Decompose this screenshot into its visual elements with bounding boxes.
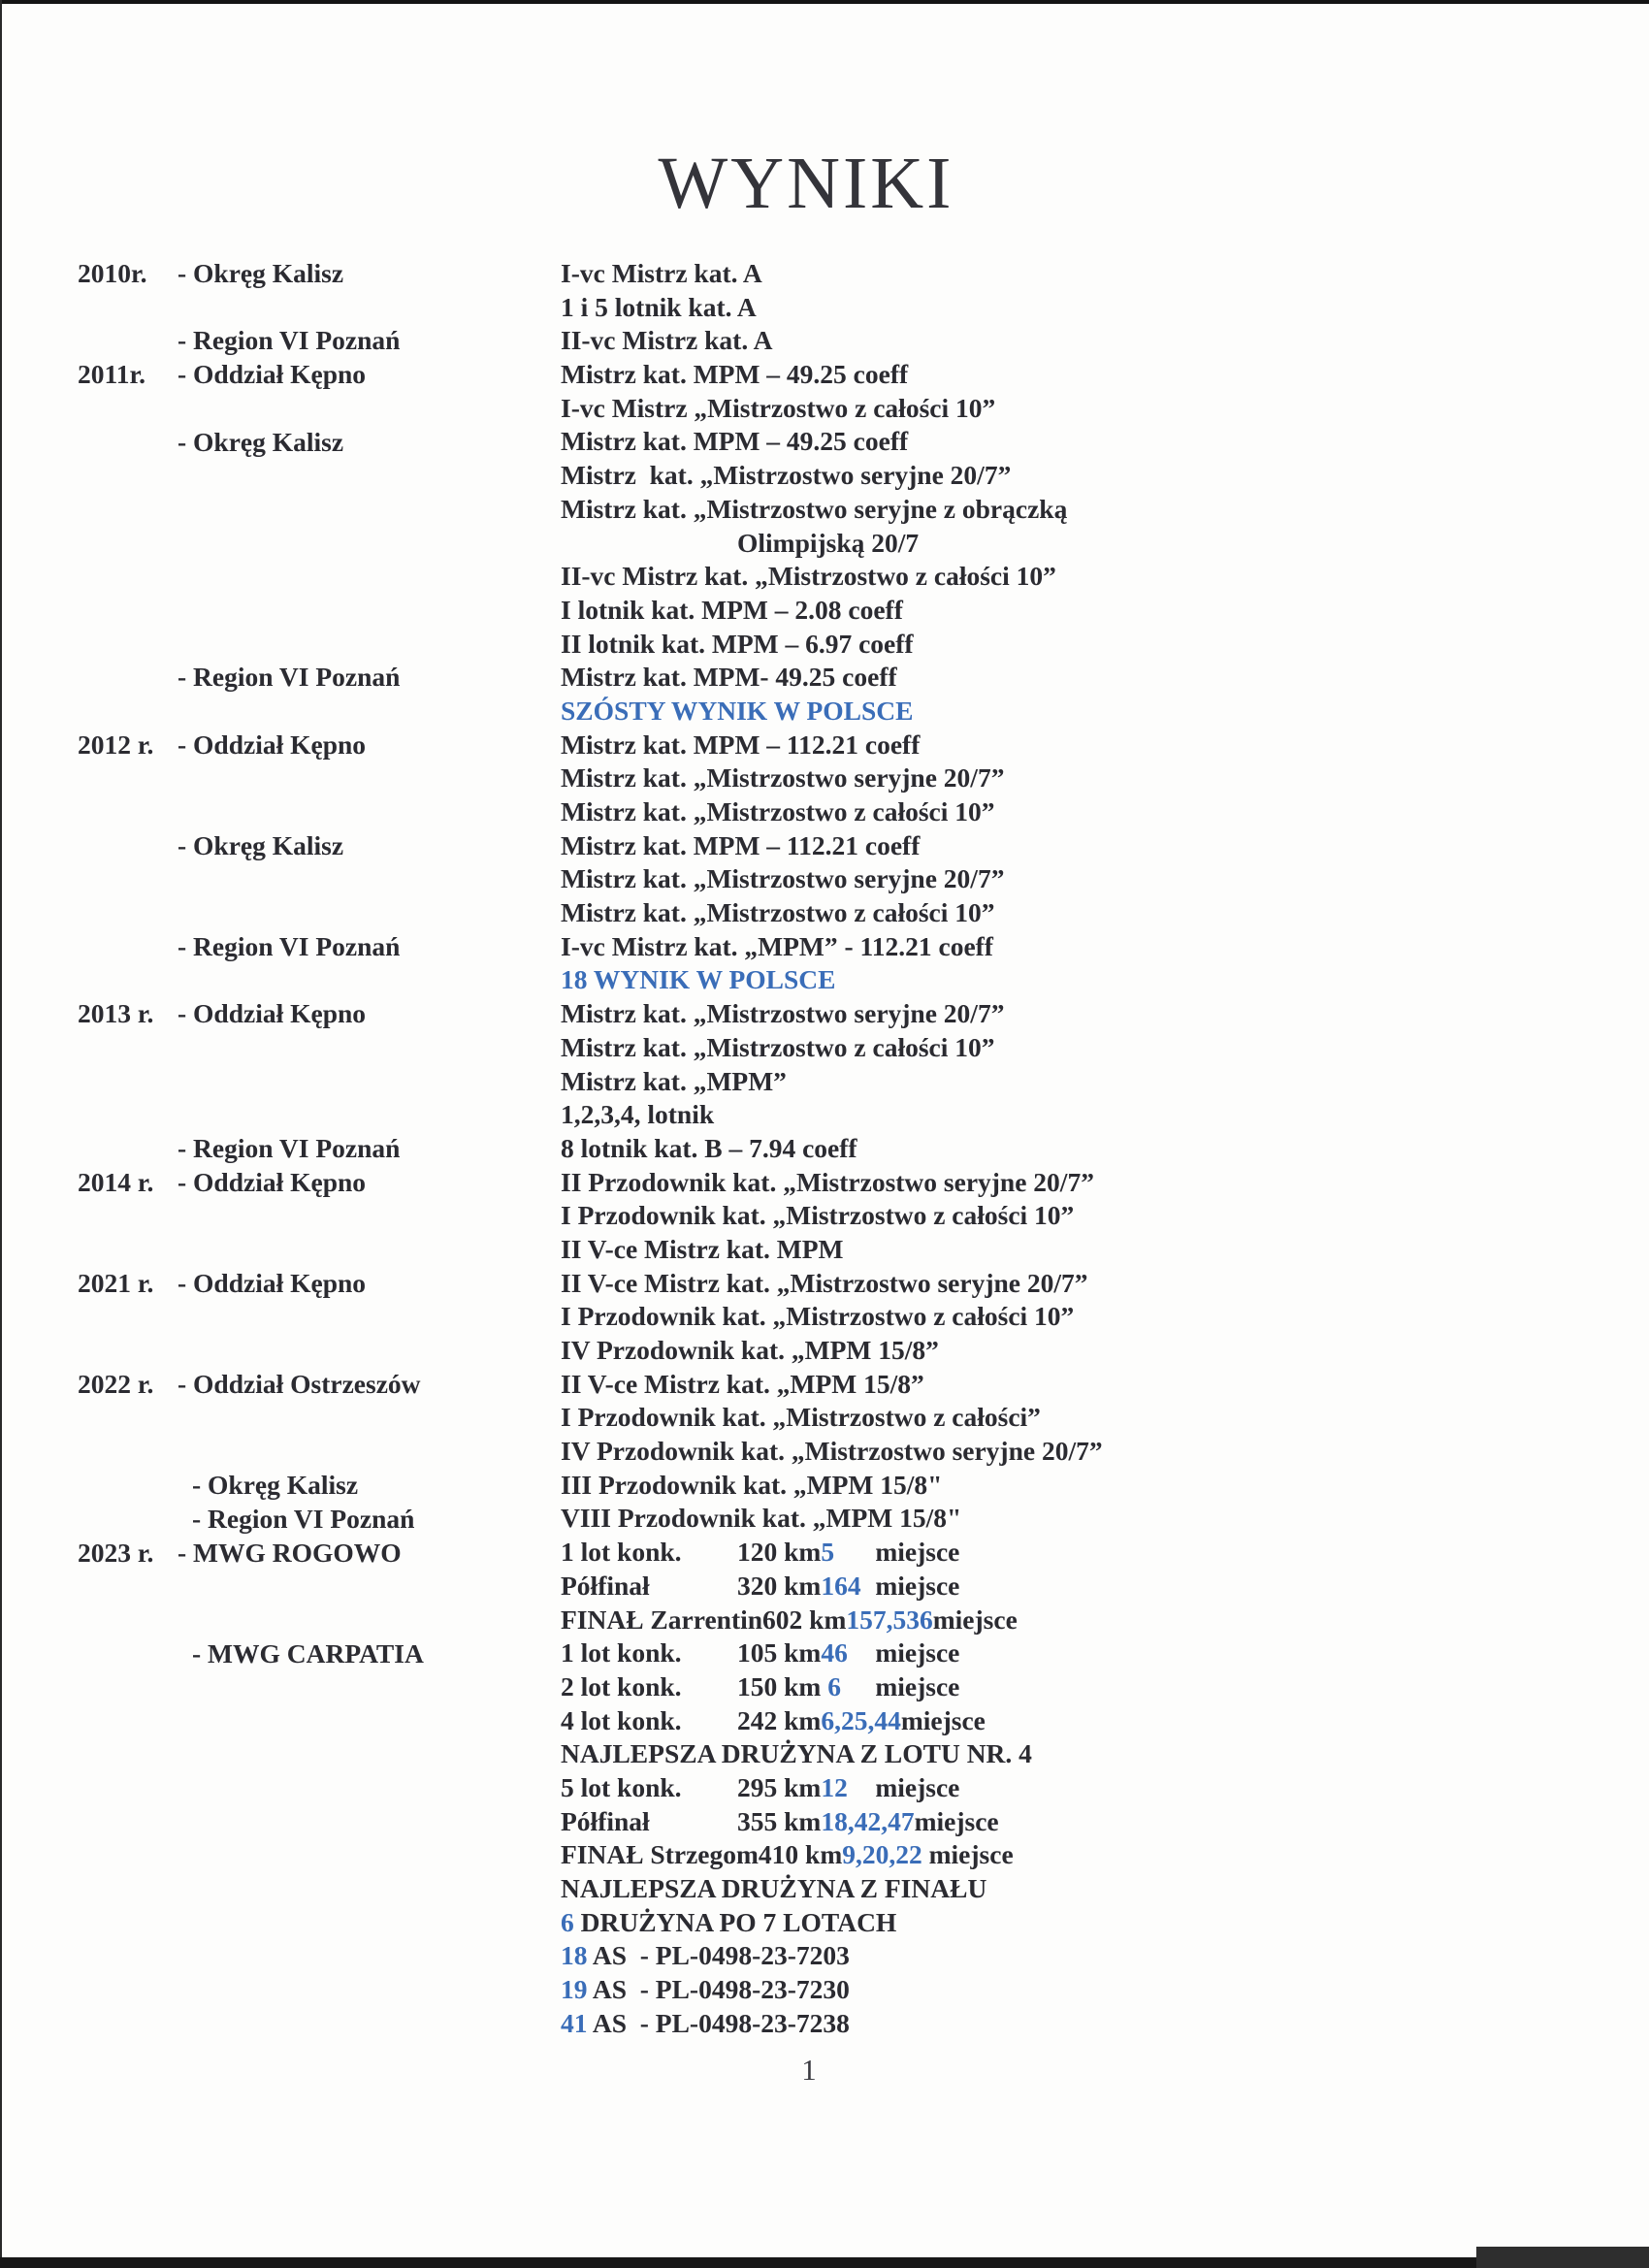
flight-placing: 157,536 [846,1604,933,1635]
result-line [561,594,1492,628]
result-text: DRUŻYNA PO 7 LOTACH [573,1906,897,1937]
flight-distance: 120 km [737,1537,822,1568]
highlighted-result-text: 18 WYNIK W POLSCE [561,964,836,995]
result-text: Mistrz kat. MPM – 49.25 coeff [561,359,909,390]
result-line [561,862,1492,896]
highlighted-result-text: 6 [561,1906,574,1937]
result-line [561,695,1492,729]
year-label: 2023 r. [78,1537,154,1568]
organization-label: - Okręg Kalisz [178,426,344,457]
result-text: Mistrz kat. „Mistrzostwo seryjne 20/7” [561,863,1005,894]
result-text: Mistrz kat. „MPM” [561,1065,787,1096]
result-text: II-vc Mistrz kat. A [561,325,773,356]
flight-placing: 164 [821,1570,861,1601]
result-text: II V-ce Mistrz kat. „MPM 15/8” [561,1368,924,1399]
result-text: I Przodownik kat. „Mistrzostwo z całości 10” [561,1200,1075,1231]
highlighted-result-text: SZÓSTY WYNIK W POLSCE [561,695,914,726]
organization-label: - Okręg Kalisz [178,829,344,860]
scan-edge-corner [1476,2247,1649,2268]
organization-label: - Okręg Kalisz [192,1470,359,1501]
year-label: 2021 r. [78,1268,154,1298]
organization-label: - MWG CARPATIA [192,1637,424,1669]
organization-label: - Region VI Poznań [178,325,401,356]
result-text: II V-ce Mistrz kat. „Mistrzostwo seryjne 20/7” [561,1267,1088,1298]
flight-distance: 150 km [737,1670,822,1701]
result-line [561,829,1492,863]
result-line [561,1267,1492,1301]
result-line [561,1031,1492,1065]
result-line [561,459,1492,493]
result-text: II lotnik kat. MPM – 6.97 coeff [561,628,914,659]
organization-label: - Oddział Kępno [178,998,367,1029]
result-text: Mistrz kat. MPM- 49.25 coeff [561,662,897,693]
organization-label: - Oddział Kępno [178,359,367,390]
result-text: Mistrz kat. MPM – 112.21 coeff [561,729,921,760]
flight-distance: 320 km [737,1570,822,1601]
flight-distance: 242 km [737,1704,822,1735]
result-line [561,527,1492,561]
flight-placing-suffix: miejsce [932,1604,1018,1635]
result-text: Mistrz kat. MPM – 49.25 coeff [561,426,909,457]
scan-edge-left [0,0,2,2260]
result-line [561,1098,1492,1132]
result-line [561,1604,1492,1637]
highlighted-result-text: 19 [561,1974,588,2005]
flight-distance: 105 km [737,1637,822,1669]
flight-placing-suffix: miejsce [922,1839,1014,1870]
flight-placing-suffix: miejsce [875,1537,960,1568]
result-text: Mistrz kat. „Mistrzostwo seryjne 20/7” [561,998,1005,1029]
result-text: I Przodownik kat. „Mistrzostwo z całości 10” [561,1301,1075,1332]
result-text: Mistrz kat. „Mistrzostwo z całości 10” [561,1031,995,1062]
result-text: 1,2,3,4, lotnik [561,1099,715,1130]
page-title: WYNIKI [658,143,954,224]
result-line [561,1939,1492,1973]
year-label: 2013 r. [78,998,154,1029]
result-line [561,1636,1492,1670]
flight-placing: 9,20,22 [842,1839,922,1870]
organization-label: - Region VI Poznań [178,1133,401,1164]
result-line [561,628,1492,662]
result-text: 1 i 5 lotnik kat. A [561,291,757,322]
flight-label: 5 lot konk. [561,1771,682,1802]
flight-label: 4 lot konk. [561,1704,682,1735]
flight-label: Półfinał [561,1570,650,1601]
result-text: II V-ce Mistrz kat. MPM [561,1233,844,1264]
organization-label: - Oddział Kępno [178,729,367,760]
flight-placing-suffix: miejsce [900,1704,986,1735]
scan-edge-bottom [0,2257,1649,2268]
result-line [561,1838,1492,1872]
result-line [561,1670,1492,1704]
organization-label: - Region VI Poznań [178,662,401,693]
result-text: NAJLEPSZA DRUŻYNA Z LOTU NR. 4 [561,1738,1032,1769]
result-text: I-vc Mistrz „Mistrzostwo z całości 10” [561,392,996,423]
result-text: AS - PL-0498-23-7238 [587,2007,850,2038]
organization-label: - Oddział Kępno [178,1166,367,1197]
result-text: Mistrz kat. „Mistrzostwo seryjne 20/7” [561,460,1012,491]
result-line [561,392,1492,426]
result-text: Mistrz kat. „Mistrzostwo z całości 10” [561,897,995,928]
flight-label: 1 lot konk. [561,1537,682,1568]
result-line [561,1065,1492,1099]
result-text: AS - PL-0498-23-7230 [587,1974,850,2005]
flight-placing-suffix: miejsce [875,1570,960,1601]
result-text: Mistrz kat. „Mistrzostwo seryjne 20/7” [561,762,1005,794]
result-line [561,1199,1492,1233]
result-line [561,1233,1492,1267]
organization-label: - MWG ROGOWO [178,1537,402,1568]
result-text: IV Przodownik kat. „Mistrzostwo seryjne 20/7” [561,1436,1103,1467]
result-line [561,1872,1492,1906]
result-line [561,1334,1492,1368]
highlighted-result-text: 41 [561,2007,588,2038]
result-text: Mistrz kat. „Mistrzostwo z całości 10” [561,796,995,826]
result-line [561,1435,1492,1469]
result-line [561,997,1492,1031]
result-line [561,1973,1492,2007]
result-line [561,1704,1492,1738]
result-line [561,358,1492,392]
result-text: Mistrz kat. MPM – 112.21 coeff [561,829,921,860]
result-line [561,1300,1492,1334]
flight-placing: 5 [821,1537,835,1568]
result-text: NAJLEPSZA DRUŻYNA Z FINAŁU [561,1873,987,1903]
result-text: II-vc Mistrz kat. „Mistrzostwo z całości 10” [561,561,1056,592]
flight-placing: 6 [821,1670,841,1701]
result-line [561,1771,1492,1805]
organization-label: - Okręg Kalisz [178,258,344,288]
organization-label: - Region VI Poznań [178,931,401,961]
result-text: I Przodownik kat. „Mistrzostwo z całości” [561,1402,1041,1433]
flight-distance: 295 km [737,1771,822,1802]
result-text: 8 lotnik kat. B – 7.94 coeff [561,1132,857,1163]
result-line [561,2007,1492,2041]
result-text: I lotnik kat. MPM – 2.08 coeff [561,594,903,625]
result-text: IV Przodownik kat. „MPM 15/8” [561,1335,939,1365]
flight-label: 1 lot konk. [561,1637,682,1669]
year-label: 2011r. [78,359,146,390]
flight-placing-suffix: miejsce [875,1637,960,1669]
year-label: 2022 r. [78,1369,154,1400]
flight-label: FINAŁ Strzegom [561,1839,759,1870]
result-line [561,729,1492,762]
highlighted-result-text: 18 [561,1940,588,1971]
result-text: I-vc Mistrz kat. „MPM” - 112.21 coeff [561,930,993,961]
year-label: 2010r. [78,258,147,288]
result-line [561,324,1492,358]
result-line [561,425,1492,459]
result-text: III Przodownik kat. „MPM 15/8" [561,1469,943,1500]
result-line [561,1737,1492,1771]
result-line [561,661,1492,695]
result-line [561,257,1492,291]
results-column [561,257,1492,2040]
result-line [561,1536,1492,1570]
result-line [561,1906,1492,1940]
flight-placing-suffix: miejsce [875,1670,960,1701]
result-text: VIII Przodownik kat. „MPM 15/8" [561,1503,962,1534]
result-line [561,761,1492,795]
result-line [561,1401,1492,1435]
flight-label: FINAŁ Zarrentin [561,1604,763,1635]
result-text: Mistrz kat. „Mistrzostwo seryjne z obrączką [561,493,1068,524]
flight-placing-suffix: miejsce [914,1805,999,1836]
result-line [561,493,1492,527]
result-text: II Przodownik kat. „Mistrzostwo seryjne 20/7” [561,1166,1094,1197]
year-label: 2014 r. [78,1166,154,1197]
result-line [561,291,1492,325]
flight-distance: 410 km [758,1839,843,1870]
result-line [561,896,1492,930]
organization-label: - Region VI Poznań [192,1503,415,1534]
flight-placing: 6,25,44 [821,1704,901,1735]
page-number: 1 [801,2053,817,2087]
result-line [561,1368,1492,1402]
year-label: 2012 r. [78,729,154,760]
result-line [561,930,1492,964]
scan-edge-top [0,0,1649,4]
flight-placing-suffix: miejsce [875,1771,960,1802]
flight-placing: 46 [821,1637,848,1669]
result-line [561,1166,1492,1200]
organization-label: - Oddział Kępno [178,1268,367,1298]
result-text: I-vc Mistrz kat. A [561,258,762,288]
result-line [561,560,1492,594]
result-line [561,963,1492,997]
flight-label: Półfinał [561,1805,650,1836]
result-text: AS - PL-0498-23-7203 [587,1940,850,1971]
flight-distance: 355 km [737,1805,822,1836]
organization-label: - Oddział Ostrzeszów [178,1369,421,1400]
flight-distance: 602 km [762,1604,847,1635]
flight-label: 2 lot konk. [561,1670,682,1701]
result-line [561,1805,1492,1839]
result-line [561,1469,1492,1503]
result-line [561,1502,1492,1536]
result-line [561,1132,1492,1166]
result-text: Olimpijską 20/7 [737,527,920,558]
flight-placing: 18,42,47 [821,1805,915,1836]
flight-placing: 12 [821,1771,848,1802]
result-line [561,1570,1492,1604]
result-line [561,795,1492,829]
